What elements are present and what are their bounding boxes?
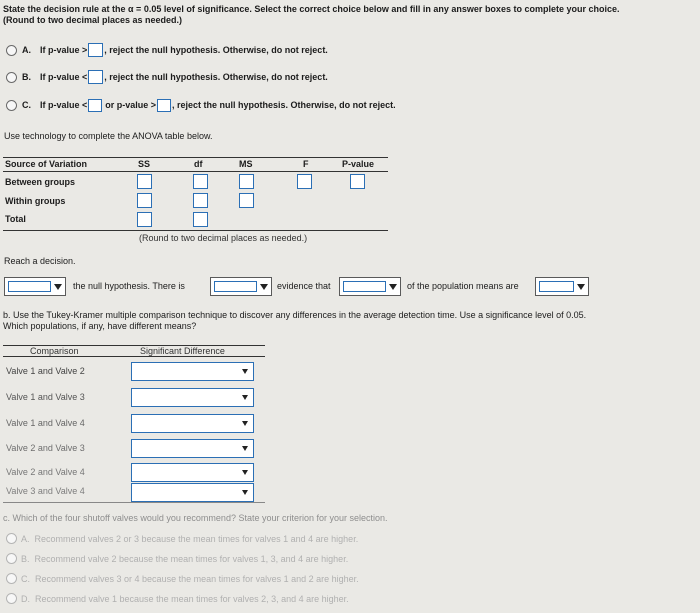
ms-between-input[interactable] xyxy=(239,174,254,189)
ss-within-input[interactable] xyxy=(137,193,152,208)
anova-header-df: df xyxy=(194,159,203,169)
tukey-row-6-label: Valve 3 and Valve 4 xyxy=(6,486,85,496)
chevron-down-icon xyxy=(242,395,248,400)
part-c-option-d-radio[interactable] xyxy=(6,593,17,604)
chevron-down-icon xyxy=(242,470,248,475)
option-b-letter: B. xyxy=(22,72,31,82)
decision-label: Reach a decision. xyxy=(4,256,76,266)
part-c-option-c-radio[interactable] xyxy=(6,573,17,584)
tukey-row-5-dropdown[interactable] xyxy=(131,463,254,482)
tukey-row-3-label: Valve 1 and Valve 4 xyxy=(6,418,85,428)
part-c-question: c. Which of the four shutoff valves would you recommend? State your criterion for your selection. xyxy=(3,513,388,523)
anova-header-f: F xyxy=(303,159,309,169)
tukey-header-comparison: Comparison xyxy=(30,346,79,356)
decision-text-2: evidence that xyxy=(277,281,331,291)
part-c-option-d-text: Recommend valve 1 because the mean times for valves 2, 3, and 4 are higher. xyxy=(35,593,349,604)
option-c-post: , reject the null hypothesis. Otherwise, do not reject. xyxy=(172,100,396,110)
decision-dropdown-evidence[interactable] xyxy=(210,277,272,296)
instructions-line1: State the decision rule at the α = 0.05 level of significance. Select the correct choice below and fill in any answer boxes to complete your choice. xyxy=(3,4,620,14)
tukey-prompt-line1: b. Use the Tukey-Kramer multiple comparison technique to discover any differences in the average detection time. Use a significance level of 0.05. xyxy=(3,310,587,320)
option-a-letter: A. xyxy=(22,45,31,55)
part-c-option-b-radio[interactable] xyxy=(6,553,17,564)
tukey-row-1-dropdown[interactable] xyxy=(131,362,254,381)
option-c-input-2[interactable] xyxy=(157,99,171,112)
option-a-input[interactable] xyxy=(88,43,103,57)
tukey-prompt-line2: Which populations, if any, have different means? xyxy=(3,321,197,331)
decision-dropdown-equal[interactable] xyxy=(535,277,589,296)
option-b[interactable] xyxy=(6,70,328,84)
option-a-post: , reject the null hypothesis. Otherwise, do not reject. xyxy=(104,45,328,55)
f-input[interactable] xyxy=(297,174,312,189)
tukey-header-significant: Significant Difference xyxy=(140,346,225,356)
option-c-mid: or p-value > xyxy=(105,100,157,110)
decision-text-1: the null hypothesis. There is xyxy=(73,281,185,291)
part-c-option-d[interactable] xyxy=(6,593,349,604)
ss-between-input[interactable] xyxy=(137,174,152,189)
tukey-prompt xyxy=(3,310,693,332)
ms-within-input[interactable] xyxy=(239,193,254,208)
decision-dropdown-all[interactable] xyxy=(339,277,401,296)
anova-header-pvalue: P-value xyxy=(342,159,375,169)
chevron-down-icon xyxy=(260,284,268,290)
chevron-down-icon xyxy=(242,490,248,495)
chevron-down-icon xyxy=(242,421,248,426)
tukey-row-4-dropdown[interactable] xyxy=(131,439,254,458)
df-between-input[interactable] xyxy=(193,174,208,189)
instructions-line2: (Round to two decimal places as needed.) xyxy=(3,15,183,25)
option-a[interactable] xyxy=(6,43,328,57)
instructions xyxy=(3,4,693,26)
df-total-input[interactable] xyxy=(193,212,208,227)
tukey-row-2-label: Valve 1 and Valve 3 xyxy=(6,392,85,402)
part-c-option-a-letter: A. xyxy=(21,533,30,544)
part-c-option-a[interactable] xyxy=(6,533,358,544)
part-c-option-c-text: Recommend valves 3 or 4 because the mean times for valves 1 and 2 are higher. xyxy=(35,573,359,584)
pvalue-input[interactable] xyxy=(350,174,365,189)
tukey-row-1-label: Valve 1 and Valve 2 xyxy=(6,366,85,376)
tukey-row-3-dropdown[interactable] xyxy=(131,414,254,433)
chevron-down-icon xyxy=(54,284,62,290)
decision-text-3: of the population means are xyxy=(407,281,519,291)
part-c-option-c-letter: C. xyxy=(21,573,30,584)
ss-total-input[interactable] xyxy=(137,212,152,227)
tukey-row-5-label: Valve 2 and Valve 4 xyxy=(6,467,85,477)
anova-header-ss: SS xyxy=(138,159,151,169)
chevron-down-icon xyxy=(577,284,585,290)
option-c-letter: C. xyxy=(22,100,31,110)
option-b-pre: If p-value < xyxy=(40,72,88,82)
anova-row-between: Between groups xyxy=(5,177,76,187)
part-c-option-c[interactable] xyxy=(6,573,359,584)
option-b-radio[interactable] xyxy=(6,72,17,83)
option-c-input-1[interactable] xyxy=(88,99,102,112)
part-c-option-b-letter: B. xyxy=(21,553,30,564)
option-c-pre: If p-value < xyxy=(40,100,88,110)
option-b-input[interactable] xyxy=(88,70,103,84)
anova-row-total: Total xyxy=(5,214,26,224)
part-c-option-b[interactable] xyxy=(6,553,348,564)
part-c-option-a-text: Recommend valves 2 or 3 because the mean times for valves 1 and 4 are higher. xyxy=(34,533,359,544)
anova-prompt: Use technology to complete the ANOVA table below. xyxy=(4,131,213,141)
decision-dropdown-reject[interactable] xyxy=(4,277,66,296)
df-within-input[interactable] xyxy=(193,193,208,208)
anova-row-within: Within groups xyxy=(5,196,66,206)
anova-header-ms: MS xyxy=(239,159,253,169)
chevron-down-icon xyxy=(242,446,248,451)
part-c-option-b-text: Recommend valve 2 because the mean times for valves 1, 3, and 4 are higher. xyxy=(34,553,349,564)
anova-header-source: Source of Variation xyxy=(5,159,88,169)
tukey-row-4-label: Valve 2 and Valve 3 xyxy=(6,443,85,453)
option-b-post: , reject the null hypothesis. Otherwise, do not reject. xyxy=(104,72,328,82)
part-c-option-d-letter: D. xyxy=(21,593,30,604)
chevron-down-icon xyxy=(242,369,248,374)
option-a-pre: If p-value > xyxy=(40,45,88,55)
tukey-row-6-dropdown[interactable] xyxy=(131,483,254,502)
chevron-down-icon xyxy=(389,284,397,290)
option-a-radio[interactable] xyxy=(6,45,17,56)
tukey-row-2-dropdown[interactable] xyxy=(131,388,254,407)
anova-note: (Round to two decimal places as needed.) xyxy=(139,233,308,243)
option-c[interactable] xyxy=(6,98,396,112)
option-c-radio[interactable] xyxy=(6,100,17,111)
part-c-option-a-radio[interactable] xyxy=(6,533,17,544)
